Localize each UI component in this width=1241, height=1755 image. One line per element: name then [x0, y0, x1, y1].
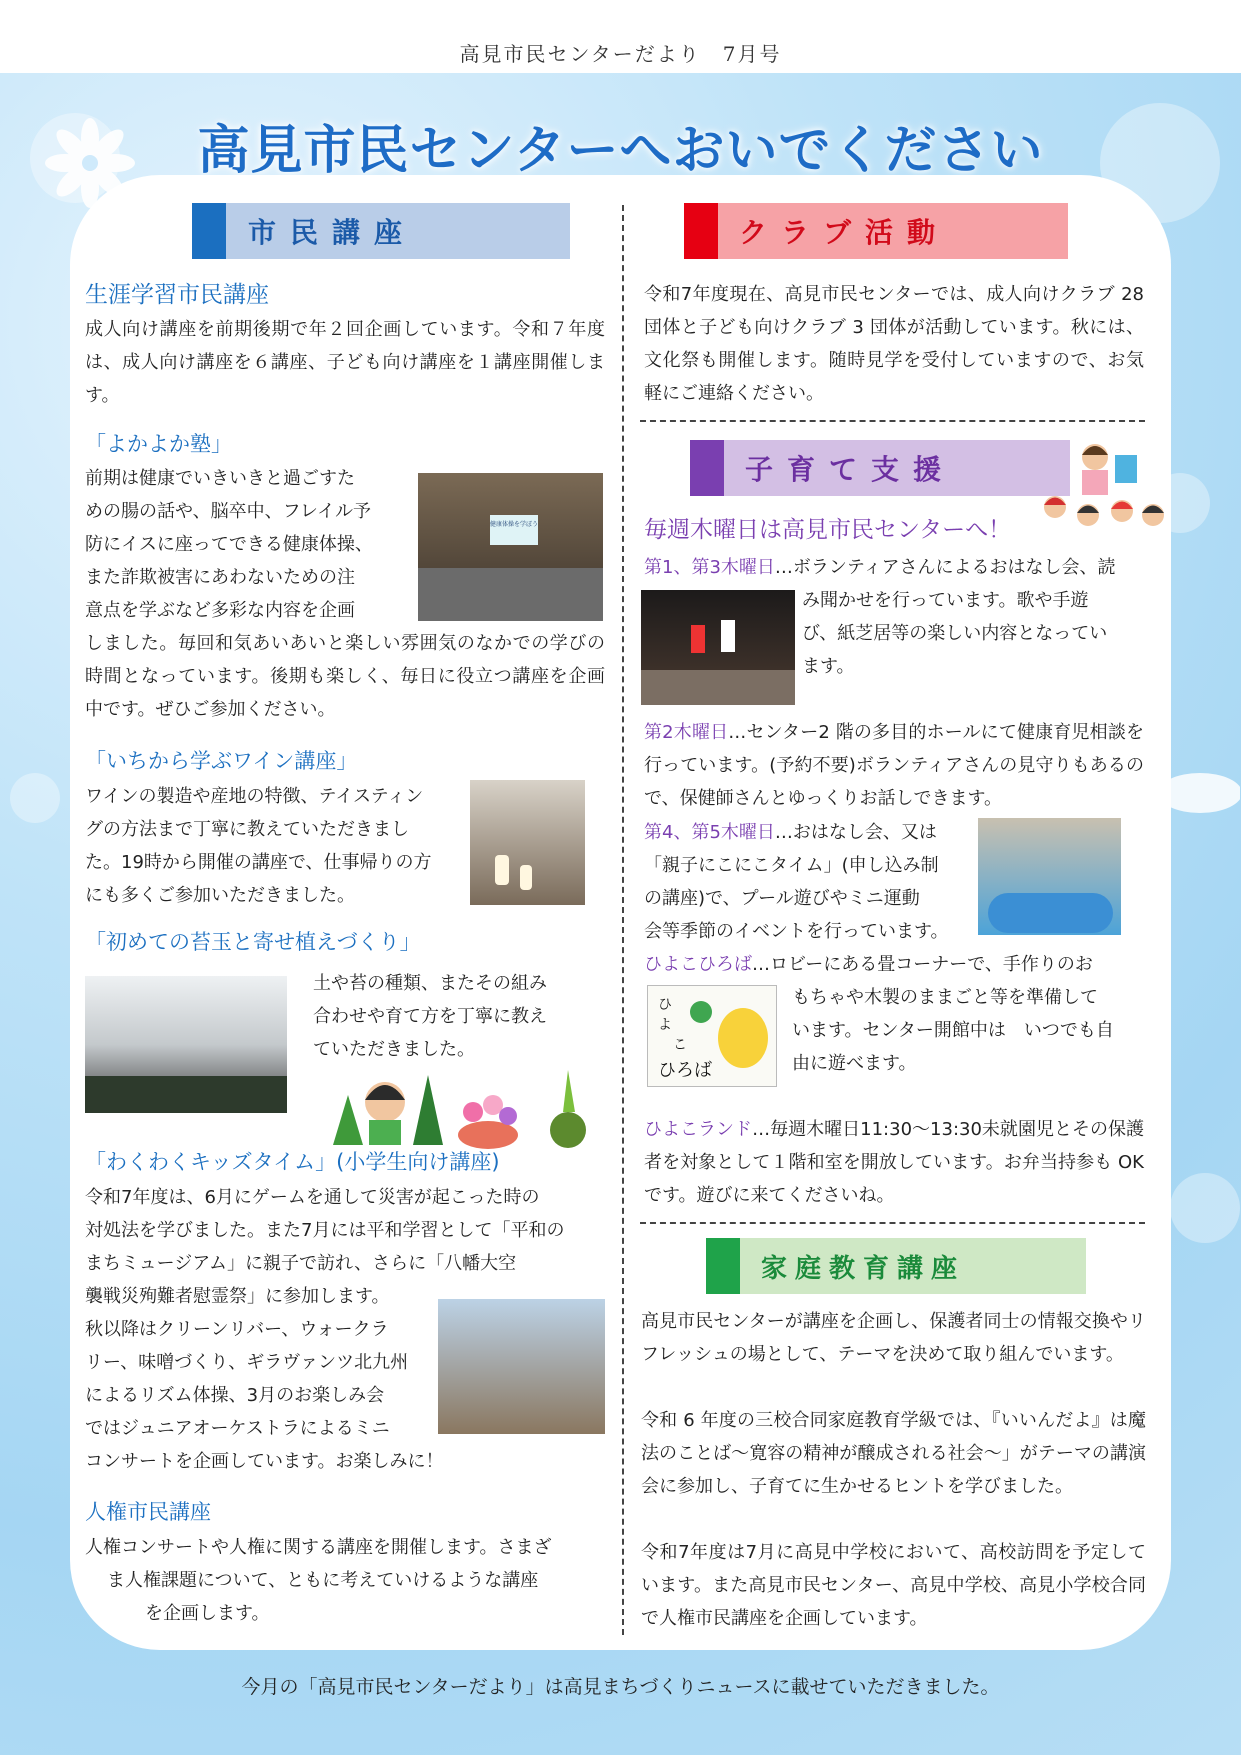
hiyoko-land: ひよこランド…毎週木曜日11:30～13:30未就園児とその保護者を対象として１階和室を開放しています。お弁当持参も OK です。遊びに来てくださいね。 [644, 1119, 1145, 1206]
yokayoka-heading: 「よかよか塾」 [85, 432, 232, 456]
section-divider [640, 1222, 1145, 1224]
childcare-second: 第2木曜日…センター2 階の多目的ホールにて健康育児相談を行っています。(予約不要)ボランティアさんの見守りもあるので、保健師さんとゆっくりお話しできます。 [644, 722, 1145, 809]
yokayoka-photo: 健康体操を学ぼう [418, 473, 603, 621]
family-p1: 高見市民センターが講座を企画し、保護者同士の情報交換やリフレッシュの場として、テーマを決めて取り組んでいます。 [641, 1311, 1146, 1365]
footer-note: 今月の「高見市民センターだより」は高見まちづくりニュースに載せていただきました。 [241, 1676, 1000, 1698]
yokayoka-lines: 前期は健康でいきいきと過ごすた めの腸の話や、脳卒中、フレイル予 防にイスに座ってできる健康体操、 また詐欺被害にあわないための注 意点を学ぶなど多彩な内容を企画 [85, 468, 373, 621]
banner-family-education: 家庭教育講座 [706, 1238, 1086, 1294]
kids-lines-full: 令和7年度は、6月にゲームを通して災害が起こった時の 対処法を学びました。また7月には平和学習として「平和の まちミュージアム」に親子で訪れ、さらに「八幡大空 襲戦災殉難者慰霊祭」に参加します。 [85, 1187, 565, 1307]
hiyoko-hiroba-lines: もちゃや木製のままごと等を準備して います。センター開館中は いつでも自 由に遊べます。 [792, 987, 1114, 1074]
moss-photo [85, 976, 287, 1113]
childcare-first-lines: み聞かせを行っています。歌や手遊 び、紙芝居等の楽しい内容となってい ます。 [802, 590, 1108, 677]
hiyoko-hiroba-sign: ひ よ こ ひろば [647, 985, 777, 1087]
lifelong-heading: 生涯学習市民講座 [85, 282, 269, 308]
moss-heading: 「初めての苔玉と寄せ植えづくり」 [85, 930, 421, 954]
newsletter-header: 高見市民センターだより 7月号 [459, 42, 782, 66]
section-divider [640, 420, 1145, 422]
column-divider [622, 205, 624, 1635]
family-p2: 令和 6 年度の三校合同家庭教育学級では、『いいんだよ』は魔法のことば～寛容の精神が醸成される社会～」がテーマの講演会に参加し、子育てに生かせるヒントを学びました。 [641, 1410, 1146, 1497]
storytime-photo [641, 590, 795, 705]
childcare-first: 第1、第3木曜日…ボランティアさんによるおはなし会、読 [644, 557, 1116, 578]
hiyoko-hiroba-head: ひよこひろば…ロビーにある畳コーナーで、手作りのお [644, 954, 1093, 975]
family-p3: 令和7年度は7月に高見中学校において、高校訪問を予定しています。また高見市民センター、高見中学校、高見小学校合同で人権市民講座を企画しています。 [641, 1542, 1146, 1629]
wine-lines: ワインの製造や産地の特徴、テイスティン グの方法まで丁寧に教えていただきまし た。19時から開催の講座で、仕事帰りの方 にも多くご参加いただきました。 [85, 786, 432, 906]
moss-lines: 土や苔の種類、またその組み 合わせや育て方を丁寧に教え ていただきました。 [313, 973, 547, 1060]
rights-heading: 人権市民講座 [85, 1500, 211, 1524]
childcare-fourth: 第4、第5木曜日…おはなし会、又は 「親子にこにこタイム」(申し込み制 の講座)で、プール遊びやミニ運動 会等季節のイベントを行っています。 [644, 822, 949, 942]
wine-heading: 「いちから学ぶワイン講座」 [85, 749, 358, 773]
page-title: 高見市民センターへおいでください [197, 121, 1044, 181]
club-text: 令和7年度現在、高見市民センターでは、成人向けクラブ 28 団体と子ども向けクラブ 3 団体が活動しています。秋には、文化祭も開催します。随時見学を受付していますので、お気軽にご連絡ください。 [644, 284, 1144, 404]
kids-lines-short: 秋以降はクリーンリバー、ウォークラ リー、味噌づくり、ギラヴァンツ北九州 によるリズム体操、3月のお楽しみ会 ではジュニアオーケストラによるミニ コンサートを企画しています。お楽しみに！ [85, 1319, 444, 1472]
rights-lines: 人権コンサートや人権に関する講座を開催します。さまざ ま人権課題について、ともに考えていけるような講座 を企画します。 [85, 1537, 552, 1624]
children-illustration-icon [1040, 435, 1170, 535]
gardening-illustration-icon [313, 1060, 603, 1150]
banner-club: クラブ活動 [684, 203, 1068, 259]
banner-childcare: 子育て支援 [690, 440, 1070, 496]
pool-play-photo [978, 818, 1121, 935]
childcare-heading: 毎週木曜日は高見市民センターへ！ [644, 517, 1012, 543]
kids-heading: 「わくわくキッズタイム」(小学生向け講座) [85, 1150, 500, 1174]
wine-photo [470, 780, 585, 905]
kids-photo [438, 1299, 605, 1434]
lifelong-text: 成人向け講座を前期後期で年２回企画しています。令和７年度は、成人向け講座を６講座、子ども向け講座を１講座開催します。 [85, 319, 605, 406]
banner-citizen-lecture: 市民講座 [192, 203, 570, 259]
yokayoka-rest: しました。毎回和気あいあいと楽しい雰囲気のなかでの学びの時間となっています。後期も楽しく、毎日に役立つ講座を企画中です。ぜひご参加ください。 [85, 633, 605, 720]
